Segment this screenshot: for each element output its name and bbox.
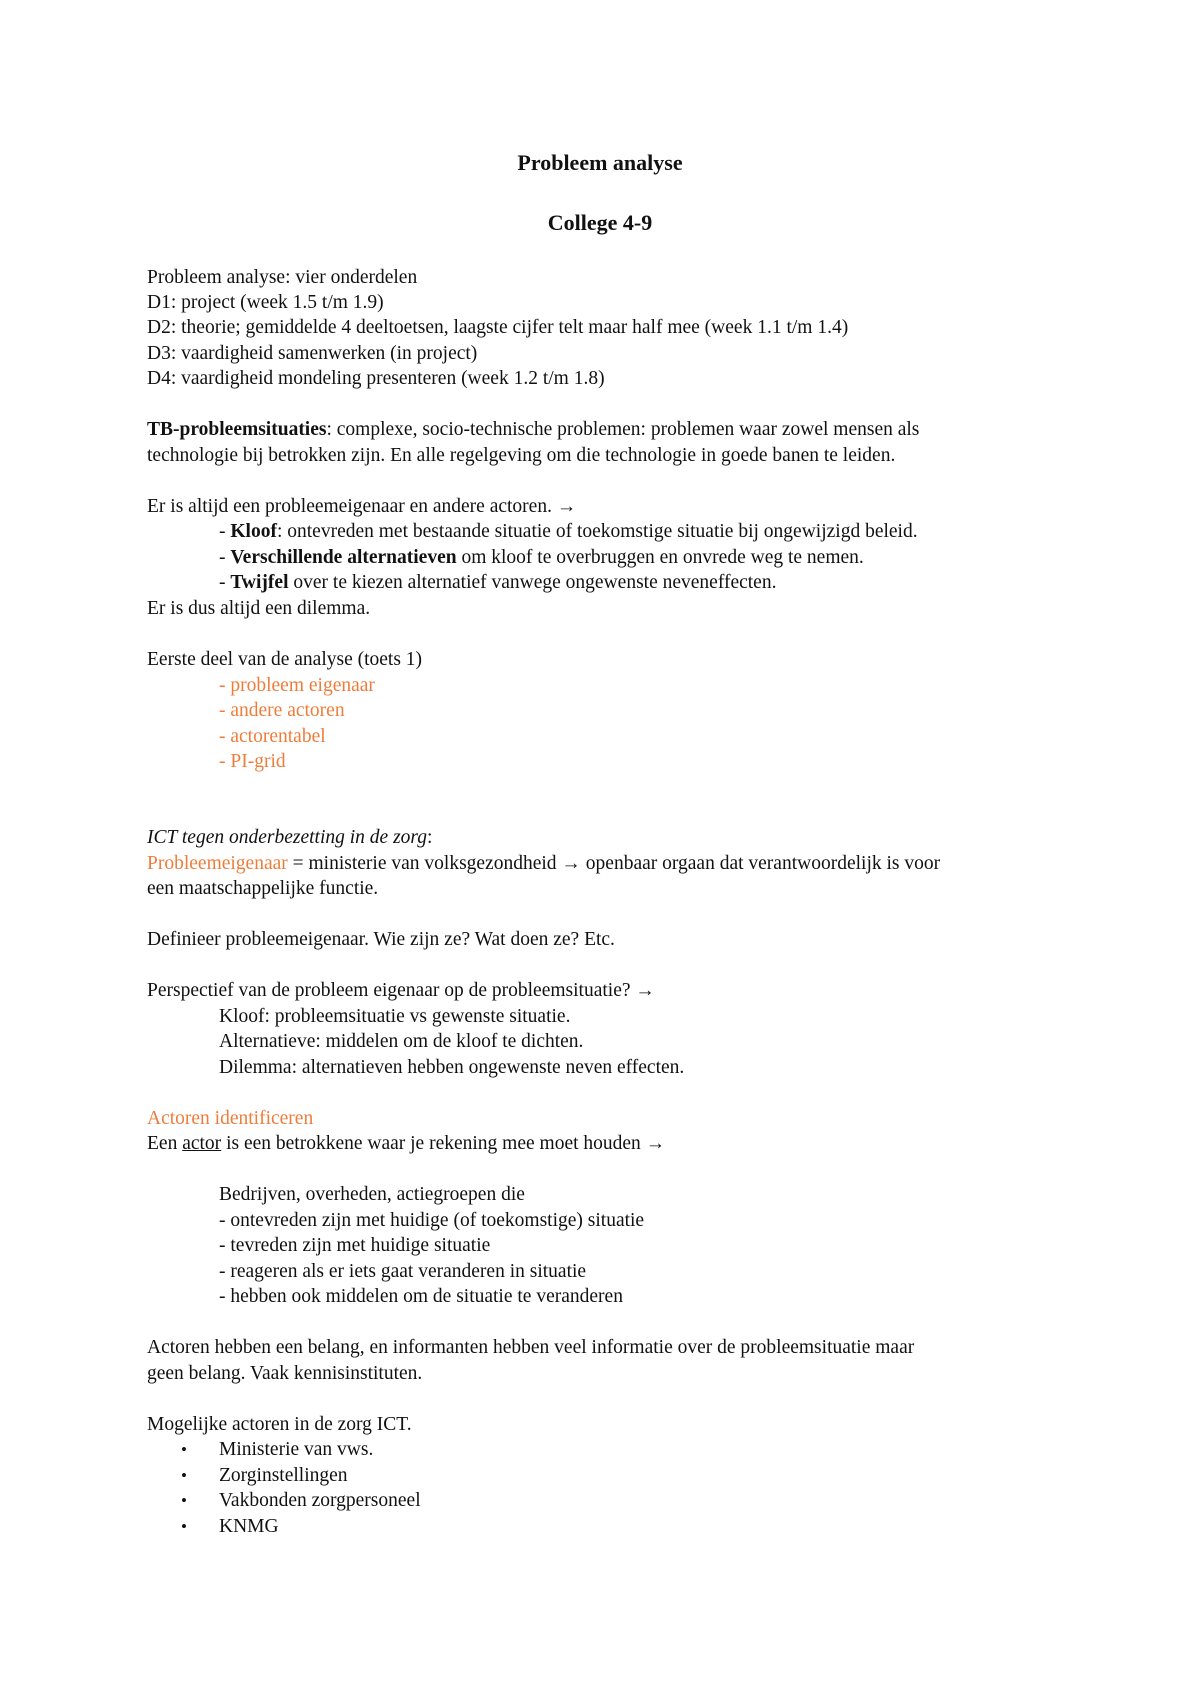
tb-definition-line1 bbox=[147, 417, 919, 442]
intro-d3: D3: vaardigheid samenwerken (in project) bbox=[147, 343, 478, 364]
document-subtitle: College 4-9 bbox=[547, 210, 653, 235]
arrow-right-icon: → bbox=[556, 496, 577, 517]
tb-text: : complexe, socio-technische problemen: problemen waar zowel mensen als bbox=[326, 419, 920, 440]
alternatieven-item bbox=[219, 545, 864, 570]
possible-actor-item: Zorginstellingen bbox=[219, 1465, 348, 1486]
actor-types-item: - tevreden zijn met huidige situatie bbox=[219, 1235, 491, 1256]
twijfel-term: Twijfel bbox=[230, 572, 289, 593]
ict-heading-text: ICT tegen onderbezetting in de zorg bbox=[147, 827, 428, 848]
list-dash: - bbox=[219, 547, 231, 568]
actor-types-heading: Bedrijven, overheden, actiegroepen die bbox=[219, 1184, 525, 1205]
perspective-alternatieve: Alternatieve: middelen om de kloof te dichten. bbox=[219, 1031, 584, 1052]
actor-def-text: is een betrokkene waar je rekening mee moet houden bbox=[221, 1133, 646, 1154]
alternatieven-term: Verschillende alternatieven bbox=[230, 547, 457, 568]
first-part-item: - andere actoren bbox=[219, 700, 345, 721]
list-dash: - bbox=[219, 572, 231, 593]
first-part-heading: Eerste deel van de analyse (toets 1) bbox=[147, 649, 423, 670]
intro-d2: D2: theorie; gemiddelde 4 deeltoetsen, laagste cijfer telt maar half mee (week 1.1 t/m 1.4) bbox=[147, 317, 849, 338]
ict-colon: : bbox=[427, 827, 433, 848]
tb-term: TB-probleemsituaties bbox=[147, 419, 327, 440]
owner-text-cont: openbaar orgaan dat verantwoordelijk is voor bbox=[580, 853, 941, 874]
ict-heading bbox=[147, 825, 432, 850]
actor-term: actor bbox=[182, 1133, 222, 1154]
bullet-icon: • bbox=[181, 1440, 187, 1459]
dilemma-conclusion: Er is dus altijd een dilemma. bbox=[147, 598, 371, 619]
possible-actor-item: KNMG bbox=[219, 1516, 279, 1537]
actor-types-item: - hebben ook middelen om de situatie te veranderen bbox=[219, 1286, 623, 1307]
bullet-icon: • bbox=[181, 1491, 187, 1510]
arrow-right-icon: → bbox=[645, 1133, 666, 1154]
arrow-right-icon: → bbox=[561, 853, 581, 874]
kloof-term: Kloof bbox=[230, 521, 277, 542]
possible-actor-item: Ministerie van vws. bbox=[219, 1439, 374, 1460]
owner-text: = ministerie van volksgezondheid bbox=[287, 853, 562, 874]
first-part-item: - actorentabel bbox=[219, 726, 326, 747]
actor-types-item: - reageren als er iets gaat veranderen in situatie bbox=[219, 1261, 587, 1282]
perspective-kloof: Kloof: probleemsituatie vs gewenste situatie. bbox=[219, 1006, 571, 1027]
identify-heading: Actoren identificeren bbox=[147, 1108, 314, 1129]
possible-actors-heading: Mogelijke actoren in de zorg ICT. bbox=[147, 1414, 412, 1435]
owner-definition-line2: een maatschappelijke functie. bbox=[147, 878, 379, 899]
perspective-heading bbox=[147, 978, 655, 1003]
intro-d4: D4: vaardigheid mondeling presenteren (week 1.2 t/m 1.8) bbox=[147, 368, 605, 389]
informants-line1: Actoren hebben een belang, en informanten hebben veel informatie over de probleemsituatie maar bbox=[147, 1337, 915, 1358]
bullet-icon: • bbox=[181, 1466, 187, 1485]
intro-heading: Probleem analyse: vier onderdelen bbox=[147, 267, 418, 288]
actors-intro-text: Er is altijd een probleemeigenaar en andere actoren. bbox=[147, 496, 557, 517]
list-dash: - bbox=[219, 521, 231, 542]
perspective-dilemma: Dilemma: alternatieven hebben ongewenste neven effecten. bbox=[219, 1057, 685, 1078]
arrow-right-icon: → bbox=[635, 980, 655, 1001]
owner-definition-line1 bbox=[147, 851, 940, 876]
perspective-heading-text: Perspectief van de probleem eigenaar op de probleemsituatie? bbox=[147, 980, 636, 1001]
possible-actor-item: Vakbonden zorgpersoneel bbox=[219, 1490, 421, 1511]
twijfel-text: over te kiezen alternatief vanwege ongewenste neveneffecten. bbox=[288, 572, 777, 593]
actor-def-pre: Een bbox=[147, 1133, 183, 1154]
actor-definition bbox=[147, 1131, 665, 1156]
twijfel-item bbox=[219, 570, 776, 595]
bullet-icon: • bbox=[181, 1517, 187, 1536]
tb-definition-line2: technologie bij betrokken zijn. En alle regelgeving om die technologie in goede banen te leiden. bbox=[147, 445, 896, 466]
intro-d1: D1: project (week 1.5 t/m 1.9) bbox=[147, 292, 384, 313]
kloof-text: : ontevreden met bestaande situatie of toekomstige situatie bij ongewijzigd beleid. bbox=[276, 521, 918, 542]
first-part-item: - PI-grid bbox=[219, 751, 286, 772]
owner-term: Probleemeigenaar bbox=[147, 853, 288, 874]
informants-line2: geen belang. Vaak kennisinstituten. bbox=[147, 1363, 423, 1384]
first-part-item: - probleem eigenaar bbox=[219, 675, 375, 696]
define-owner: Definieer probleemeigenaar. Wie zijn ze? Wat doen ze? Etc. bbox=[147, 929, 615, 950]
actors-intro-line bbox=[147, 494, 576, 519]
actor-types-item: - ontevreden zijn met huidige (of toekomstige) situatie bbox=[219, 1210, 645, 1231]
document-title: Probleem analyse bbox=[517, 150, 683, 175]
alternatieven-text: om kloof te overbruggen en onvrede weg te nemen. bbox=[456, 547, 864, 568]
kloof-item bbox=[219, 519, 918, 544]
